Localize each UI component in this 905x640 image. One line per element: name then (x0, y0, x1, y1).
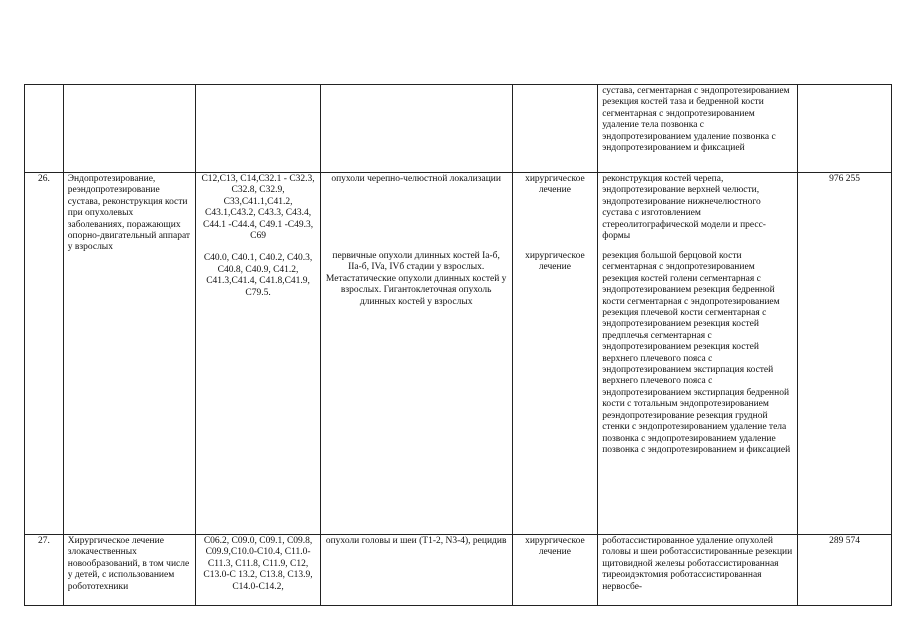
cell-name (63, 85, 196, 173)
care-type-name: Эндопротезирование, реэндопротезирование сустава, реконструкция кости при опухолевых заболеваниях, поражающих опорно-двигательный аппарат у взрослых (63, 173, 196, 535)
icd-codes-cell (196, 535, 320, 606)
treatment-method-1: реконструкция костей черепа, эндопротезирование верхней челюсти, эндопротезирование нижнечелюстного сустава с изготовлением стереолитографической модели и пресс-формы (602, 174, 766, 242)
treatment-method-cell (598, 173, 798, 535)
row-number: 26. (25, 173, 64, 535)
cell-codes (196, 85, 320, 173)
cell-treatment (512, 85, 598, 173)
method-text: сустава, сегментарная с эндопротезированием резекция костей таза и бедренной кости сегментарная с эндопротезированием удаление тела позвонка с эндопротезированием удаление позвонка с эндопротезированием и фиксацией (602, 86, 790, 154)
care-type-name (63, 535, 196, 606)
table-row-26 (25, 173, 892, 535)
cell-cost (798, 85, 892, 173)
icd-codes-group-1: C12,C13, C14,C32.1 - C32.3, C32.8, C32.9, C33,C41.1,C41.2, C43.1,C43.2, C43.3, C43.4, C44.1 -C44.4, C49.1 -C49.3, C69 (201, 174, 315, 242)
spacer (200, 242, 315, 253)
cost-value: 976 255 (798, 173, 892, 535)
patient-model: опухоли головы и шеи (T1-2, N3-4), рецидив (320, 535, 512, 606)
icd-codes-group-2: C40.0, C40.1, C40.2, C40.3, C40.8, C40.9, C41.2, C41.3,C41.4, C41.8,C41.9, C79.5. (203, 253, 313, 298)
cell-model (320, 85, 512, 173)
treatment-type-2: хирургическое лечение (525, 251, 585, 273)
icd-codes: C06.2, C09.0, C09.1, C09.8, C09.9,C10.0-C10.4, C11.0-C11.3, C11.8, C11.9, C12, C13.0-C 13.2, C13.8, C13.9, C14.0-C14.2, (203, 536, 313, 592)
patient-model-2: первичные опухоли длинных костей Ia-б, IIa-б, IVa, IVб стадии у взрослых. Метастатические опухоли длинных костей у взрослых. Гигантоклеточная опухоль длинных костей у взрослых (325, 251, 507, 307)
table-row-continuation (25, 85, 892, 173)
cell-num (25, 85, 64, 173)
icd-codes-cell (196, 173, 320, 535)
patient-model-1: опухоли черепно-челюстной локализации (331, 174, 501, 184)
table-row-27 (25, 535, 892, 606)
cell-method (598, 85, 798, 173)
treatment-method: роботассистированное удаление опухолей головы и шеи роботассистированные резекции щитовидной железы роботассистированная тиреоидэктомия роботассистированная нервосбе- (602, 536, 793, 592)
patient-model-cell (320, 173, 512, 535)
row-number: 27. (25, 535, 64, 606)
medical-care-table (24, 84, 892, 606)
cost-value: 289 574 (798, 535, 892, 606)
treatment-method-2: резекция большой берцовой кости сегментарная с эндопротезированием резекция костей голени сегментарная с эндопротезированием резекция бедренной кости сегментарная с эндопротезированием резекция плечевой кости сегментарная с эндопротезированием резекция костей предплечья сегментарная с эндопротезированием резекция костей верхнего плечевого пояса с эндопротезированием экстирпация костей верхнего плечевого пояса с эндопротезированием экстирпация бедренной кости с тотальным эндопротезированием реэндопротезирование резекция грудной стенки с эндопротезированием удаление тела позвонка с эндопротезированием удаление позвонка с эндопротезированием и фиксацией (602, 251, 791, 455)
treatment-type-cell (512, 173, 598, 535)
treatment-type-1: хирургическое лечение (525, 174, 585, 196)
treatment-type: хирургическое лечение (512, 535, 598, 606)
treatment-method-cell (598, 535, 798, 606)
care-type-name-text: Хирургическое лечение злокачественных новообразований, в том числе у детей, с использованием робототехники (67, 536, 190, 592)
